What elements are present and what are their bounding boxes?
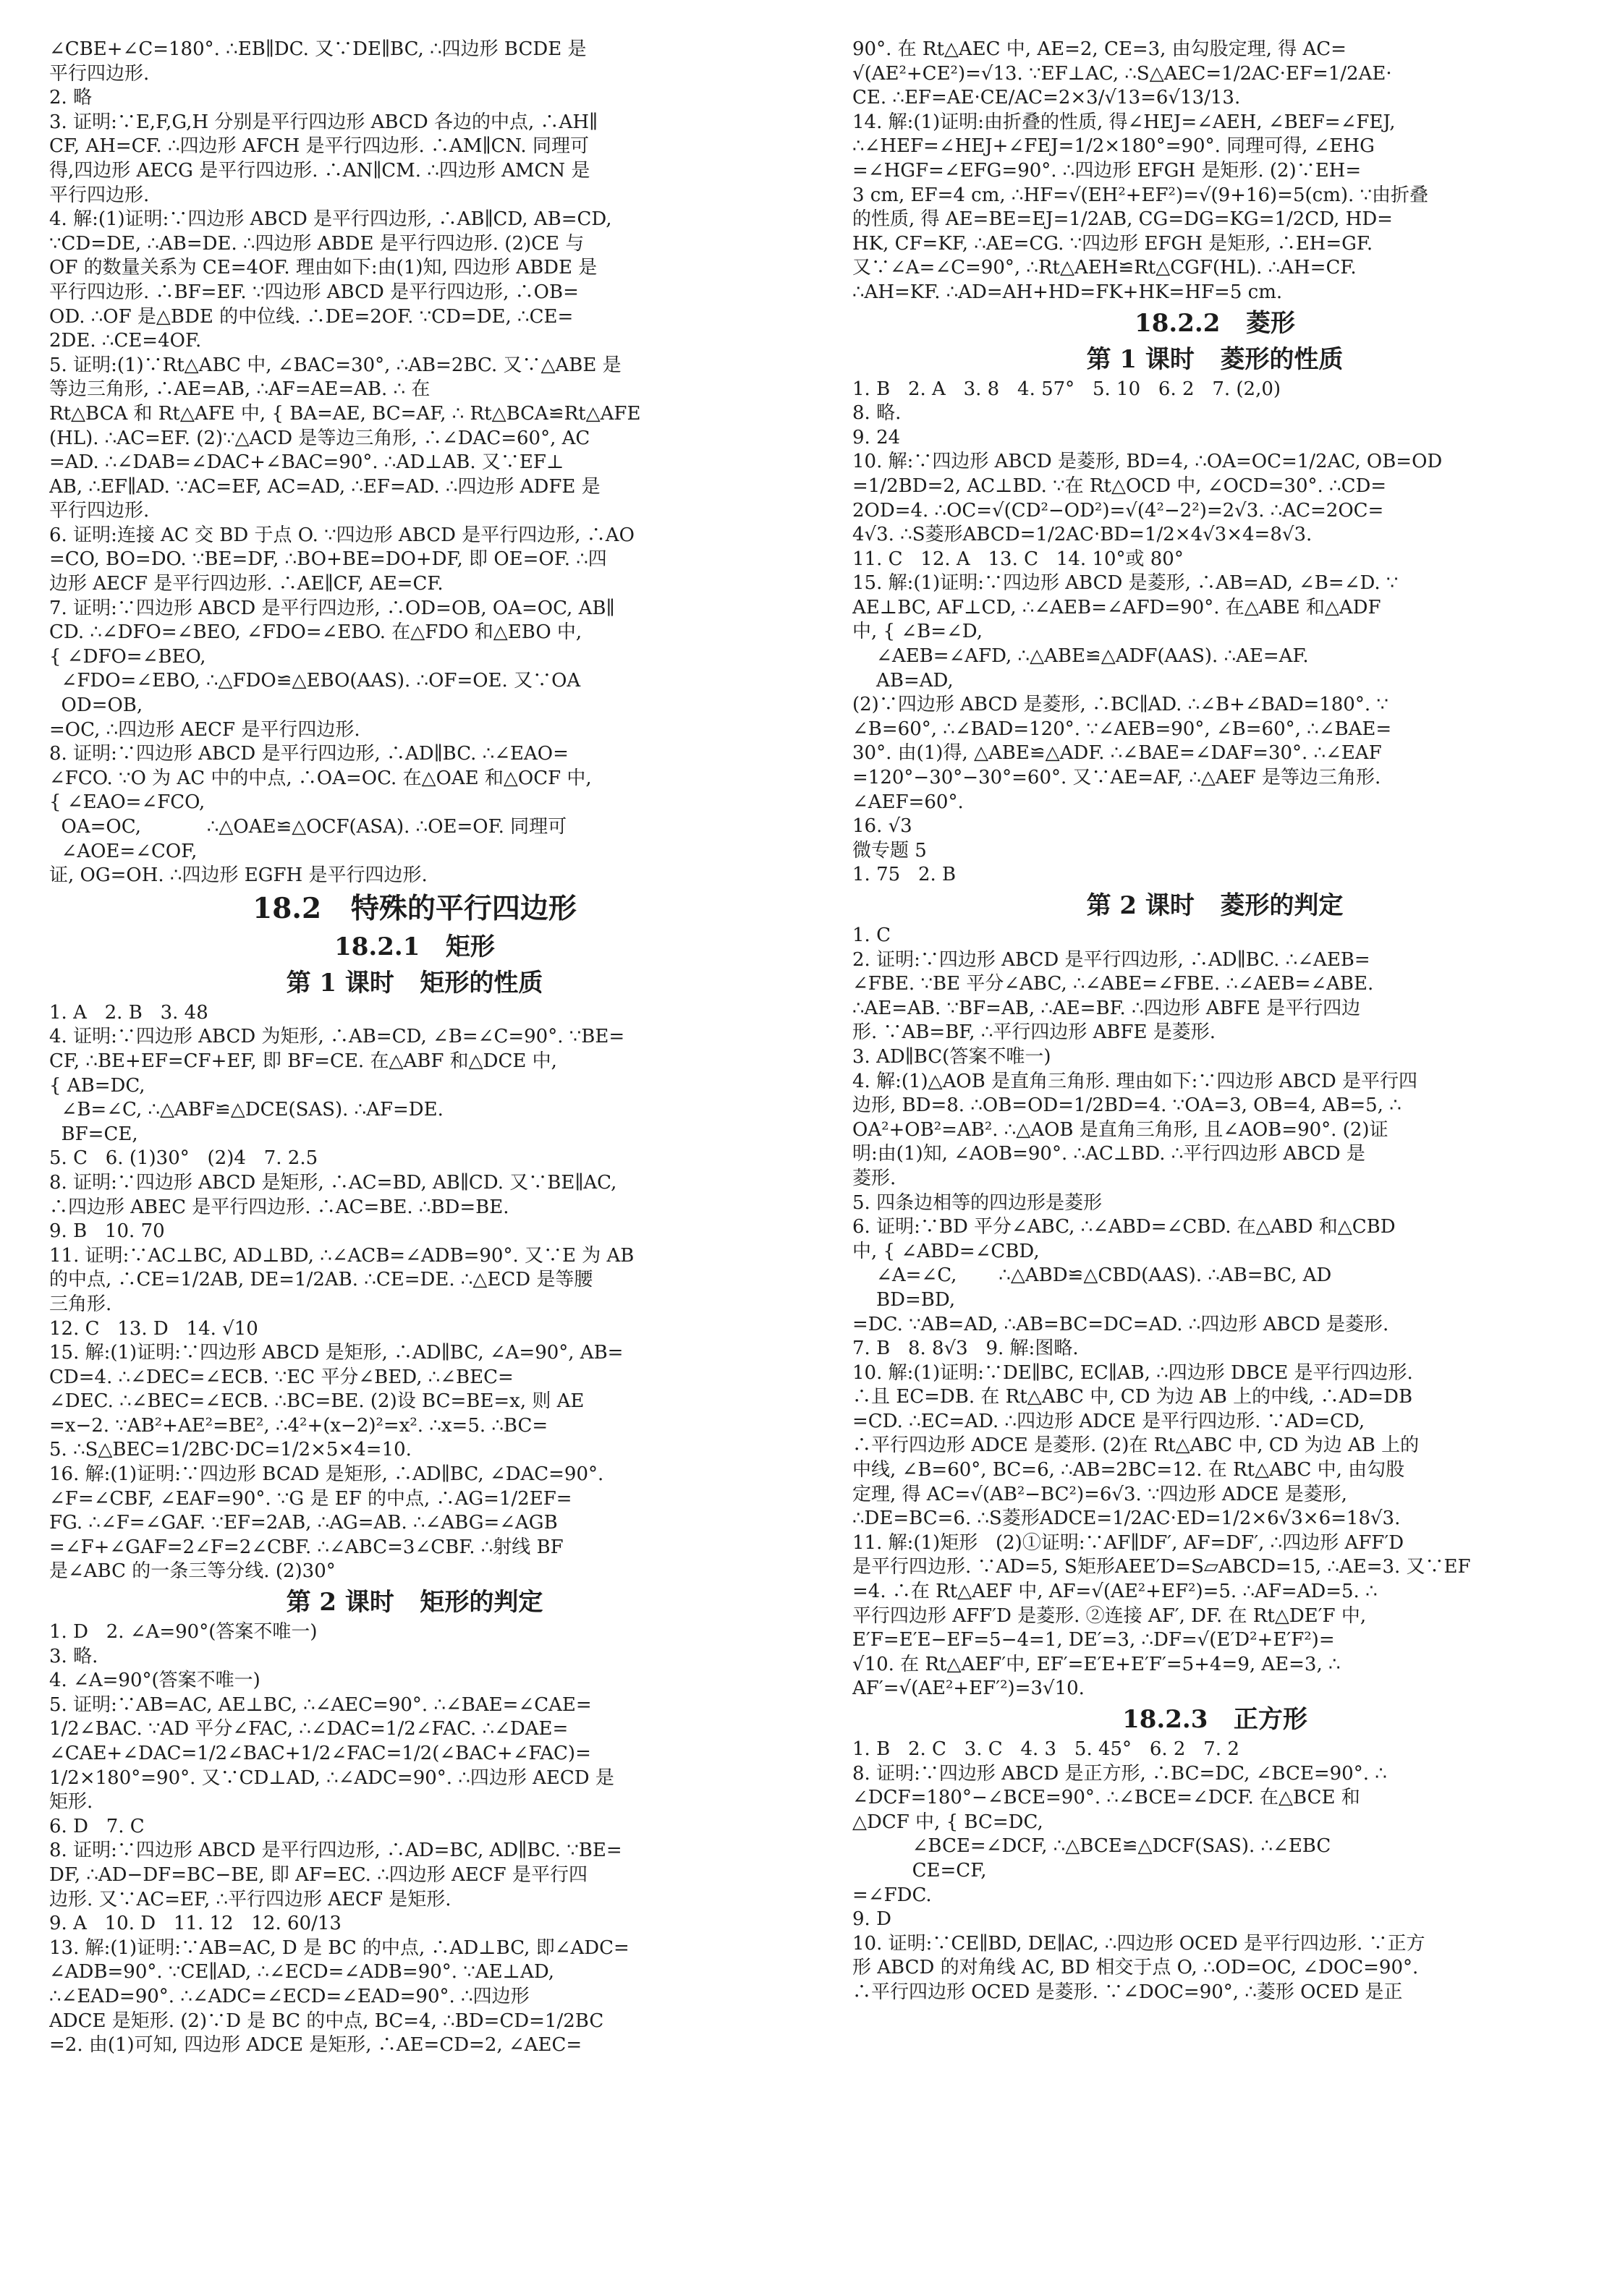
text-line: 8. 证明:∵四边形 ABCD 是矩形, ∴AC=BD, AB∥CD. 又∵BE∥AC, <box>49 1171 617 1194</box>
text-line: CE. ∴EF=AE·CE/AC=2×3/√13=6√13/13. <box>852 87 1241 109</box>
text-line: ∠FBE. ∵BE 平分∠ABC, ∴∠ABE=∠FBE. ∴∠AEB=∠ABE. <box>852 973 1374 995</box>
right-column <box>852 38 1577 2005</box>
text-line: 6. 证明:∵BD 平分∠ABC, ∴∠ABD=∠CBD. 在△ABD 和△CBD <box>852 1216 1396 1238</box>
text-line: ∵CD=DE, ∴AB=DE. ∴四边形 ABDE 是平行四边形. (2)CE 与 <box>49 232 585 255</box>
text-line: { ∠EAO=∠FCO, <box>49 791 205 814</box>
text-line: ∠A=∠C, ∴△ABD≌△CBD(AAS). ∴AB=BC, AD <box>852 1264 1332 1287</box>
lesson-heading: 第 2 课时 矩形的判定 <box>286 1588 543 1617</box>
text-line: 又∵∠A=∠C=90°, ∴Rt△AEH≌Rt△CGF(HL). ∴AH=CF. <box>852 257 1357 279</box>
text-line: ∠DCF=180°−∠BCE=90°. ∴∠BCE=∠DCF. 在△BCE 和 <box>852 1787 1360 1809</box>
text-line: OF 的数量关系为 CE=4OF. 理由如下:由(1)知, 四边形 ABDE 是 <box>49 257 598 279</box>
text-line: 3. 略. <box>49 1645 98 1667</box>
text-line: ∠FDO=∠EBO, ∴△FDO≌△EBO(AAS). ∴OF=OE. 又∵OA <box>49 670 581 692</box>
text-line: 平行四边形. <box>49 500 150 522</box>
text-line: OA=OC, ∴△OAE≌△OCF(ASA). ∴OE=OF. 同理可 <box>49 816 567 838</box>
text-line: =AD. ∴∠DAB=∠DAC+∠BAC=90°. ∴AD⊥AB. 又∵EF⊥ <box>49 451 564 474</box>
text-line: 平行四边形. <box>49 184 150 206</box>
text-line: ∠B=60°, ∴∠BAD=120°. ∵∠AEB=90°, ∠B=60°, ∴∠BAE= <box>852 718 1392 740</box>
text-line: CF, AH=CF. ∴四边形 AFCH 是平行四边形. ∴AM∥CN. 同理可 <box>49 135 589 158</box>
text-line: 8. 证明:∵四边形 ABCD 是平行四边形, ∴AD∥BC. ∴∠EAO= <box>49 743 569 765</box>
text-line: 菱形. <box>852 1167 896 1189</box>
text-line: 1/2×180°=90°. 又∵CD⊥AD, ∴∠ADC=90°. ∴四边形 AECD 是 <box>49 1766 614 1789</box>
text-line: 15. 解:(1)证明:∵四边形 ABCD 是矩形, ∴AD∥BC, ∠A=90°, AB= <box>49 1342 624 1364</box>
text-line: 的性质, 得 AE=BE=EJ=1/2AB, CG=DG=KG=1/2CD, HD= <box>852 208 1393 231</box>
text-line: 10. 解:(1)证明:∵DE∥BC, EC∥AB, ∴四边形 DBCE 是平行四边形. <box>852 1361 1413 1384</box>
text-line: Rt△BCA 和 Rt△AFE 中, { BA=AE, BC=AF, ∴ Rt△BCA≌Rt△AFE <box>49 402 641 425</box>
text-line: 9. B 10. 70 <box>49 1220 165 1243</box>
text-line: ∠AEF=60°. <box>852 791 964 813</box>
text-line: 5. 证明:∵AB=AC, AE⊥BC, ∴∠AEC=90°. ∴∠BAE=∠CAE= <box>49 1693 592 1716</box>
text-line: ∠CAE+∠DAC=1/2∠BAC+1/2∠FAC=1/2(∠BAC+∠FAC)= <box>49 1743 591 1764</box>
text-line: =∠F+∠GAF=2∠F=2∠CBF. ∴∠ABC=3∠CBF. ∴射线 BF <box>49 1536 564 1558</box>
text-line: 中, { ∠B=∠D, <box>852 621 983 643</box>
text-line: 4. 解:(1)证明:∵四边形 ABCD 是平行四边形, ∴AB∥CD, AB=CD, <box>49 208 612 231</box>
text-line: 1/2∠BAC. ∵AD 平分∠FAC, ∴∠DAC=1/2∠FAC. ∴∠DAE= <box>49 1718 569 1740</box>
text-line: (HL). ∴AC=EF. (2)∵△ACD 是等边三角形, ∴∠DAC=60°, AC <box>49 427 590 449</box>
text-line: 三角形. <box>49 1293 112 1315</box>
text-line: CF, ∴BE+EF=CF+EF, 即 BF=CE. 在△ABF 和△DCE 中, <box>49 1050 557 1072</box>
text-line: ∴平行四边形 OCED 是菱形. ∵∠DOC=90°, ∴菱形 OCED 是正 <box>852 1981 1403 2003</box>
text-line: BD=BD, <box>852 1288 956 1311</box>
text-line: ∠AEB=∠AFD, ∴△ABE≌△ADF(AAS). ∴AE=AF. <box>852 645 1309 668</box>
text-line: ∠BCE=∠DCF, ∴△BCE≌△DCF(SAS). ∴∠EBC <box>852 1835 1331 1858</box>
text-line: 的中点, ∴CE=1/2AB, DE=1/2AB. ∴CE=DE. ∴△ECD 是等腰 <box>49 1269 593 1291</box>
text-line: ADCE 是矩形. (2)∵D 是 BC 的中点, BC=4, ∴BD=CD=1/2BC <box>49 2010 604 2032</box>
text-line: 4√3. ∴S菱形ABCD=1/2AC·BD=1/2×4√3×4=8√3. <box>852 524 1313 546</box>
text-line: 矩形. <box>49 1791 93 1814</box>
text-line: ∠FCO. ∵O 为 AC 中的中点, ∴OA=OC. 在△OAE 和△OCF 中, <box>49 767 592 789</box>
text-line: 13. 解:(1)证明:∵AB=AC, D 是 BC 的中点, ∴AD⊥BC, 即∠ADC= <box>49 1936 629 1959</box>
text-line: =CO, BO=DO. ∵BE=DF, ∴BO+BE=DO+DF, 即 OE=OF. ∴四 <box>49 548 607 571</box>
text-line: =∠FDC. <box>852 1884 932 1906</box>
text-line: ∴AE=AB. ∵BF=AB, ∴AE=BF. ∴四边形 ABFE 是平行四边 <box>852 997 1361 1019</box>
text-line: 边形, BD=8. ∴OB=OD=1/2BD=4. ∵OA=3, OB=4, AB=5, ∴ <box>852 1094 1402 1117</box>
lesson-heading: 第 2 课时 菱形的判定 <box>1086 891 1344 920</box>
text-line: 11. 解:(1)矩形 (2)①证明:∵AF∥DF′, AF=DF′, ∴四边形 AFF′D <box>852 1531 1404 1554</box>
text-line: =1/2BD=2, AC⊥BD. ∵在 Rt△OCD 中, ∠OCD=30°. ∴CD= <box>852 475 1387 497</box>
text-line: 得,四边形 AECG 是平行四边形. ∴AN∥CM. ∴四边形 AMCN 是 <box>49 159 590 182</box>
text-line: ∠B=∠C, ∴△ABF≌△DCE(SAS). ∴AF=DE. <box>49 1099 444 1121</box>
text-line: CD=4. ∴∠DEC=∠ECB. ∵EC 平分∠BED, ∴∠BEC= <box>49 1366 514 1388</box>
text-line: 1. A 2. B 3. 48 <box>49 1001 208 1024</box>
text-line: 2. 略 <box>49 87 93 109</box>
text-line: 10. 解:∵四边形 ABCD 是菱形, BD=4, ∴OA=OC=1/2AC, OB=OD <box>852 451 1443 473</box>
subsection-heading: 18.2.3 正方形 <box>1122 1705 1307 1734</box>
left-column <box>49 38 780 2058</box>
text-line: √10. 在 Rt△AEF′中, EF′=E′E+E′F′=5+4=9, AE=3, ∴ <box>852 1653 1341 1675</box>
text-line: ∠F=∠CBF, ∠EAF=90°. ∵G 是 EF 的中点, ∴AG=1/2EF= <box>49 1487 572 1510</box>
text-line: 等边三角形, ∴AE=AB, ∴AF=AE=AB. ∴ 在 <box>49 378 431 401</box>
text-line: 6. 证明:连接 AC 交 BD 于点 O. ∵四边形 ABCD 是平行四边形, ∴AO <box>49 524 635 546</box>
text-line: 中, { ∠ABD=∠CBD, <box>852 1240 1040 1262</box>
text-line: AB=AD, <box>852 669 954 692</box>
text-line: 7. B 8. 8√3 9. 解:图略. <box>852 1338 1079 1360</box>
lesson-heading: 第 1 课时 矩形的性质 <box>286 968 543 998</box>
text-line: ∴∠EAD=90°. ∴∠ADC=∠ECD=∠EAD=90°. ∴四边形 <box>49 1985 530 2007</box>
lesson-heading: 第 1 课时 菱形的性质 <box>1086 344 1344 374</box>
text-line: =120°−30°−30°=60°. 又∵AE=AF, ∴△AEF 是等边三角形. <box>852 767 1381 789</box>
text-line: 2OD=4. ∴OC=√(CD²−OD²)=√(4²−2²)=2√3. ∴AC=2OC= <box>852 499 1384 522</box>
text-line: BF=CE, <box>49 1123 138 1145</box>
text-line: =4. ∴在 Rt△AEF 中, AF=√(AE²+EF²)=5. ∴AF=AD=5. ∴ <box>852 1581 1378 1603</box>
text-line: 2. 证明:∵四边形 ABCD 是平行四边形, ∴AD∥BC. ∴∠AEB= <box>852 948 1370 971</box>
text-line: ∴平行四边形 ADCE 是菱形. (2)在 Rt△ABC 中, CD 为边 AB 上的 <box>852 1434 1420 1457</box>
text-line: FG. ∴∠F=∠GAF. ∵EF=2AB, ∴AG=AB. ∴∠ABG=∠AGB <box>49 1512 558 1534</box>
text-line: 平行四边形. ∴BF=EF. ∵四边形 ABCD 是平行四边形, ∴OB= <box>49 281 579 303</box>
subsection-heading: 18.2.1 矩形 <box>334 932 495 961</box>
text-line: 9. 24 <box>852 426 901 448</box>
text-line: OA²+OB²=AB². ∴△AOB 是直角三角形, 且∠AOB=90°. (2)证 <box>852 1118 1388 1141</box>
text-line: 14. 解:(1)证明:由折叠的性质, 得∠HEJ=∠AEH, ∠BEF=∠FEJ, <box>852 111 1396 133</box>
text-line: 16. √3 <box>852 815 912 838</box>
text-line: 8. 证明:∵四边形 ABCD 是正方形, ∴BC=DC, ∠BCE=90°. ∴ <box>852 1762 1387 1785</box>
text-line: AB, ∴EF∥AD. ∵AC=EF, AC=AD, ∴EF=AD. ∴四边形 ADFE 是 <box>49 475 601 498</box>
text-line: 是∠ABC 的一条三等分线. (2)30° <box>49 1560 336 1583</box>
text-line: 4. ∠A=90°(答案不唯一) <box>49 1670 260 1692</box>
text-line: OD=OB, <box>49 694 143 717</box>
subsection-heading: 18.2.2 菱形 <box>1135 308 1295 338</box>
text-line: 4. 解:(1)△AOB 是直角三角形. 理由如下:∵四边形 ABCD 是平行四 <box>852 1070 1418 1092</box>
text-line: 定理, 得 AC=√(AB²−BC²)=6√3. ∵四边形 ADCE 是菱形, <box>852 1483 1347 1505</box>
text-line: HK, CF=KF, ∴AE=CG. ∵四边形 EFGH 是矩形, ∴EH=GF. <box>852 232 1373 255</box>
text-line: 形. ∵AB=BF, ∴平行四边形 ABFE 是菱形. <box>852 1021 1216 1044</box>
text-line: 3. AD∥BC(答案不唯一) <box>852 1045 1051 1068</box>
text-line: ∠CBE+∠C=180°. ∴EB∥DC. 又∵DE∥BC, ∴四边形 BCDE 是 <box>49 38 587 60</box>
text-line: 2DE. ∴CE=4OF. <box>49 330 202 352</box>
text-line: 形 ABCD 的对角线 AC, BD 相交于点 O, ∴OD=OC, ∠DOC=90°. <box>852 1957 1419 1979</box>
text-line: AF′=√(AE²+EF′²)=3√10. <box>852 1678 1085 1700</box>
text-line: { ∠DFO=∠BEO, <box>49 645 206 668</box>
text-line: 微专题 5 <box>852 839 927 862</box>
text-line: 9. D <box>852 1908 891 1931</box>
text-line: 明:由(1)知, ∠AOB=90°. ∴AC⊥BD. ∴平行四边形 ABCD 是 <box>852 1143 1365 1165</box>
text-line: CE=CF, <box>852 1859 987 1882</box>
text-line: ∠ADB=90°. ∵CE∥AD, ∴∠ECD=∠ADB=90°. ∵AE⊥AD, <box>49 1961 555 1984</box>
text-line: =DC. ∵AB=AD, ∴AB=BC=DC=AD. ∴四边形 ABCD 是菱形. <box>852 1313 1389 1335</box>
text-line: =2. 由(1)可知, 四边形 ADCE 是矩形, ∴AE=CD=2, ∠AEC= <box>49 2034 582 2057</box>
text-line: 1. 75 2. B <box>852 864 957 886</box>
section-heading: 18.2 特殊的平行四边形 <box>253 891 577 925</box>
text-line: ∠DEC. ∴∠BEC=∠ECB. ∴BC=BE. (2)设 BC=BE=x, 则 AE <box>49 1390 585 1413</box>
text-line: △DCF 中, { BC=DC, <box>852 1811 1043 1833</box>
text-line: √(AE²+CE²)=√13. ∵EF⊥AC, ∴S△AEC=1/2AC·EF=1/2AE· <box>852 62 1392 85</box>
text-line: 平行四边形 AFF′D 是菱形. ②连接 AF′, DF. 在 Rt△DE′F 中, <box>852 1604 1367 1627</box>
text-line: 12. C 13. D 14. √10 <box>49 1317 258 1340</box>
text-line: 3. 证明:∵E,F,G,H 分别是平行四边形 ABCD 各边的中点, ∴AH∥ <box>49 111 598 133</box>
text-line: 1. C <box>852 924 891 946</box>
text-line: 平行四边形. <box>49 62 150 85</box>
text-line: 11. 证明:∵AC⊥BC, AD⊥BD, ∴∠ACB=∠ADB=90°. 又∵E 为 AB <box>49 1244 635 1267</box>
text-line: 90°. 在 Rt△AEC 中, AE=2, CE=3, 由勾股定理, 得 AC= <box>852 38 1347 60</box>
text-line: 9. A 10. D 11. 12 12. 60/13 <box>49 1913 342 1935</box>
text-line: 4. 证明:∵四边形 ABCD 为矩形, ∴AB=CD, ∠B=∠C=90°. ∵BE= <box>49 1026 625 1048</box>
text-line: 1. B 2. A 3. 8 4. 57° 5. 10 6. 2 7. (2,0) <box>852 378 1281 400</box>
text-line: 3 cm, EF=4 cm, ∴HF=√(EH²+EF²)=√(9+16)=5(cm). ∵由折叠 <box>852 184 1429 206</box>
text-line: 6. D 7. C <box>49 1815 145 1837</box>
text-line: 中线, ∠B=60°, BC=6, ∴AB=2BC=12. 在 Rt△ABC 中, 由勾股 <box>852 1459 1405 1481</box>
text-line: CD. ∴∠DFO=∠BEO, ∠FDO=∠EBO. 在△FDO 和△EBO 中, <box>49 621 582 644</box>
text-line: 5. ∴S△BEC=1/2BC·DC=1/2×5×4=10. <box>49 1439 412 1461</box>
text-line: ∴四边形 ABEC 是平行四边形. ∴AC=BE. ∴BD=BE. <box>49 1196 509 1218</box>
text-line: ∠AOE=∠COF, <box>49 840 198 862</box>
text-line: ∴且 EC=DB. 在 Rt△ABC 中, CD 为边 AB 上的中线, ∴AD=DB <box>852 1386 1413 1408</box>
text-line: DF, ∴AD−DF=BC−BE, 即 AF=EC. ∴四边形 AECF 是平行四 <box>49 1863 588 1886</box>
text-line: 1. B 2. C 3. C 4. 3 5. 45° 6. 2 7. 2 <box>852 1738 1239 1760</box>
text-line: ∴AH=KF. ∴AD=AH+HD=FK+HK=HF=5 cm. <box>852 281 1283 303</box>
text-line: { AB=DC, <box>49 1074 145 1097</box>
text-line: OD. ∴OF 是△BDE 的中位线. ∴DE=2OF. ∵CD=DE, ∴CE= <box>49 305 574 328</box>
text-line: 边形. 又∵AC=EF, ∴平行四边形 AECF 是矩形. <box>49 1888 451 1910</box>
text-line: 5. C 6. (1)30° (2)4 7. 2.5 <box>49 1147 318 1170</box>
text-line: (2)∵四边形 ABCD 是菱形, ∴BC∥AD. ∴∠B+∠BAD=180°. ∵ <box>852 694 1388 716</box>
text-line: ∴DE=BC=6. ∴S菱形ADCE=1/2AC·ED=1/2×6√3×6=18√3. <box>852 1508 1401 1530</box>
text-line: 15. 解:(1)证明:∵四边形 ABCD 是菱形, ∴AB=AD, ∠B=∠D. ∵ <box>852 572 1399 595</box>
text-line: 10. 证明:∵CE∥BD, DE∥AC, ∴四边形 OCED 是平行四边形. ∵正方 <box>852 1932 1425 1955</box>
text-line: =∠HGF=∠EFG=90°. ∴四边形 EFGH 是矩形. (2)∵EH= <box>852 159 1362 182</box>
text-line: 8. 略. <box>852 402 902 425</box>
text-line: 是平行四边形. ∵AD=5, S矩形AEE′D=S▱ABCD=15, ∴AE=3. 又∵EF <box>852 1556 1471 1578</box>
text-line: 证, OG=OH. ∴四边形 EGFH 是平行四边形. <box>49 864 428 887</box>
text-line: 11. C 12. A 13. C 14. 10°或 80° <box>852 548 1184 570</box>
text-line: 5. 证明:(1)∵Rt△ABC 中, ∠BAC=30°, ∴AB=2BC. 又∵△ABE 是 <box>49 354 622 376</box>
text-line: AE⊥BC, AF⊥CD, ∴∠AEB=∠AFD=90°. 在△ABE 和△ADF <box>852 596 1381 618</box>
text-line: =CD. ∴EC=AD. ∴四边形 ADCE 是平行四边形. ∵AD=CD, <box>852 1410 1365 1432</box>
text-line: =OC, ∴四边形 AECF 是平行四边形. <box>49 718 360 741</box>
text-line: E′F=E′E−EF=5−4=1, DE′=3, ∴DF=√(E′D²+E′F²)= <box>852 1629 1335 1651</box>
text-line: 16. 解:(1)证明:∵四边形 BCAD 是矩形, ∴AD∥BC, ∠DAC=90°. <box>49 1463 604 1486</box>
text-line: 7. 证明:∵四边形 ABCD 是平行四边形, ∴OD=OB, OA=OC, AB∥ <box>49 597 615 619</box>
text-line: 1. D 2. ∠A=90°(答案不唯一) <box>49 1621 318 1644</box>
text-line: =x−2. ∵AB²+AE²=BE², ∴4²+(x−2)²=x². ∴x=5. ∴BC= <box>49 1414 548 1437</box>
text-line: ∴∠HEF=∠HEJ+∠FEJ=1/2×180°=90°. 同理可得, ∠EHG <box>852 135 1375 158</box>
text-line: 30°. 由(1)得, △ABE≌△ADF. ∴∠BAE=∠DAF=30°. ∴∠EAF <box>852 742 1382 765</box>
text-line: 边形 AECF 是平行四边形. ∴AE∥CF, AE=CF. <box>49 573 444 595</box>
text-line: 5. 四条边相等的四边形是菱形 <box>852 1191 1103 1214</box>
text-line: 8. 证明:∵四边形 ABCD 是平行四边形, ∴AD=BC, AD∥BC. ∵BE= <box>49 1840 622 1862</box>
